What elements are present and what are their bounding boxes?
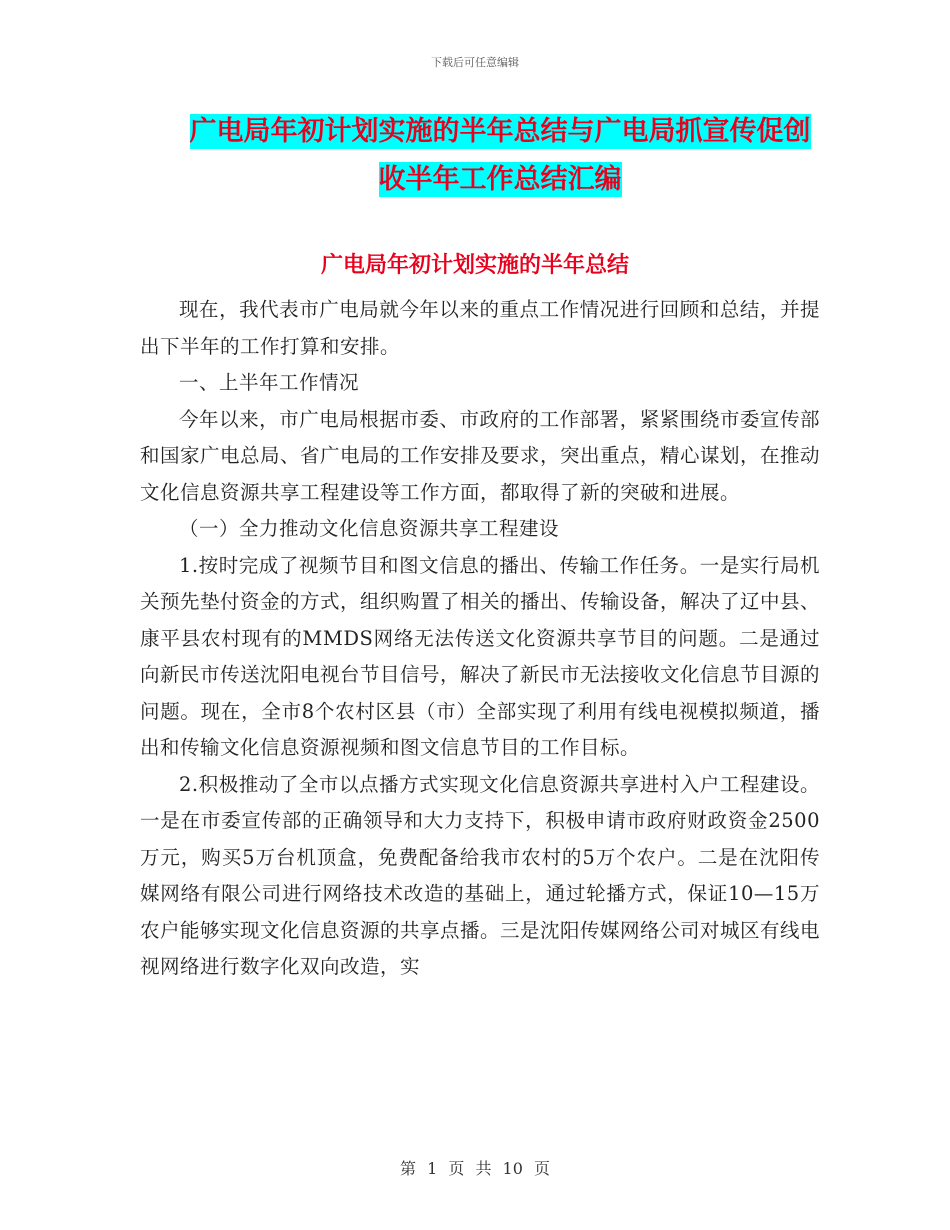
- paragraph-item-1: 1.按时完成了视频节目和图文信息的播出、传输工作任务。一是实行局机关预先垫付资金的方式，组织购置了相关的播出、传输设备，解决了辽中县、康平县农村现有的MMDS网络无法传送文化资源共享节目的问题。二是通过向新民市传送沈阳电视台节目信号，解决了新民市无法接收文化信息节目源的问题。现在，全市8个农村区县（市）全部实现了利用有线电视模拟频道，播出和传输文化信息资源视频和图文信息节目的工作目标。: [140, 553, 821, 759]
- section-title: 广电局年初计划实施的半年总结: [320, 253, 629, 278]
- paragraph-overview: 今年以来，市广电局根据市委、市政府的工作部署，紧紧围绕市委宣传部和国家广电总局、省广电局的工作安排及要求，突出重点，精心谋划，在推动文化信息资源共享工程建设等工作方面，都取得了新的突破和进展。: [140, 407, 821, 504]
- document-body: [140, 292, 820, 986]
- title-line-1: 广电局年初计划实施的半年总结与广电局抓宣传促创: [189, 116, 811, 147]
- header-note: 下载后可任意编辑: [431, 56, 519, 69]
- paragraph-item-2: 2.积极推动了全市以点播方式实现文化信息资源共享进村入户工程建设。一是在市委宣传部的正确领导和大力支持下，积极申请市政府财政资金2500万元，购买5万台机顶盒，免费配备给我市农村的5万个农户。二是在沈阳传媒网络有限公司进行网络技术改造的基础上，通过轮播方式，保证10—15万农户能够实现文化信息资源的共享点播。三是沈阳传媒网络公司对城区有线电视网络进行数字化双向改造，实: [140, 772, 821, 978]
- document-title: [140, 108, 860, 204]
- subheading-resource-sharing: （一）全力推动文化信息资源共享工程建设: [179, 517, 560, 540]
- paragraph-intro: 现在，我代表市广电局就今年以来的重点工作情况进行回顾和总结，并提出下半年的工作打算和安排。: [140, 298, 820, 358]
- heading-first-half: 一、上半年工作情况: [179, 371, 360, 394]
- title-line-2: 收半年工作总结汇编: [378, 164, 622, 195]
- page-number-footer: 第 1 页 共 10 页: [400, 1159, 550, 1178]
